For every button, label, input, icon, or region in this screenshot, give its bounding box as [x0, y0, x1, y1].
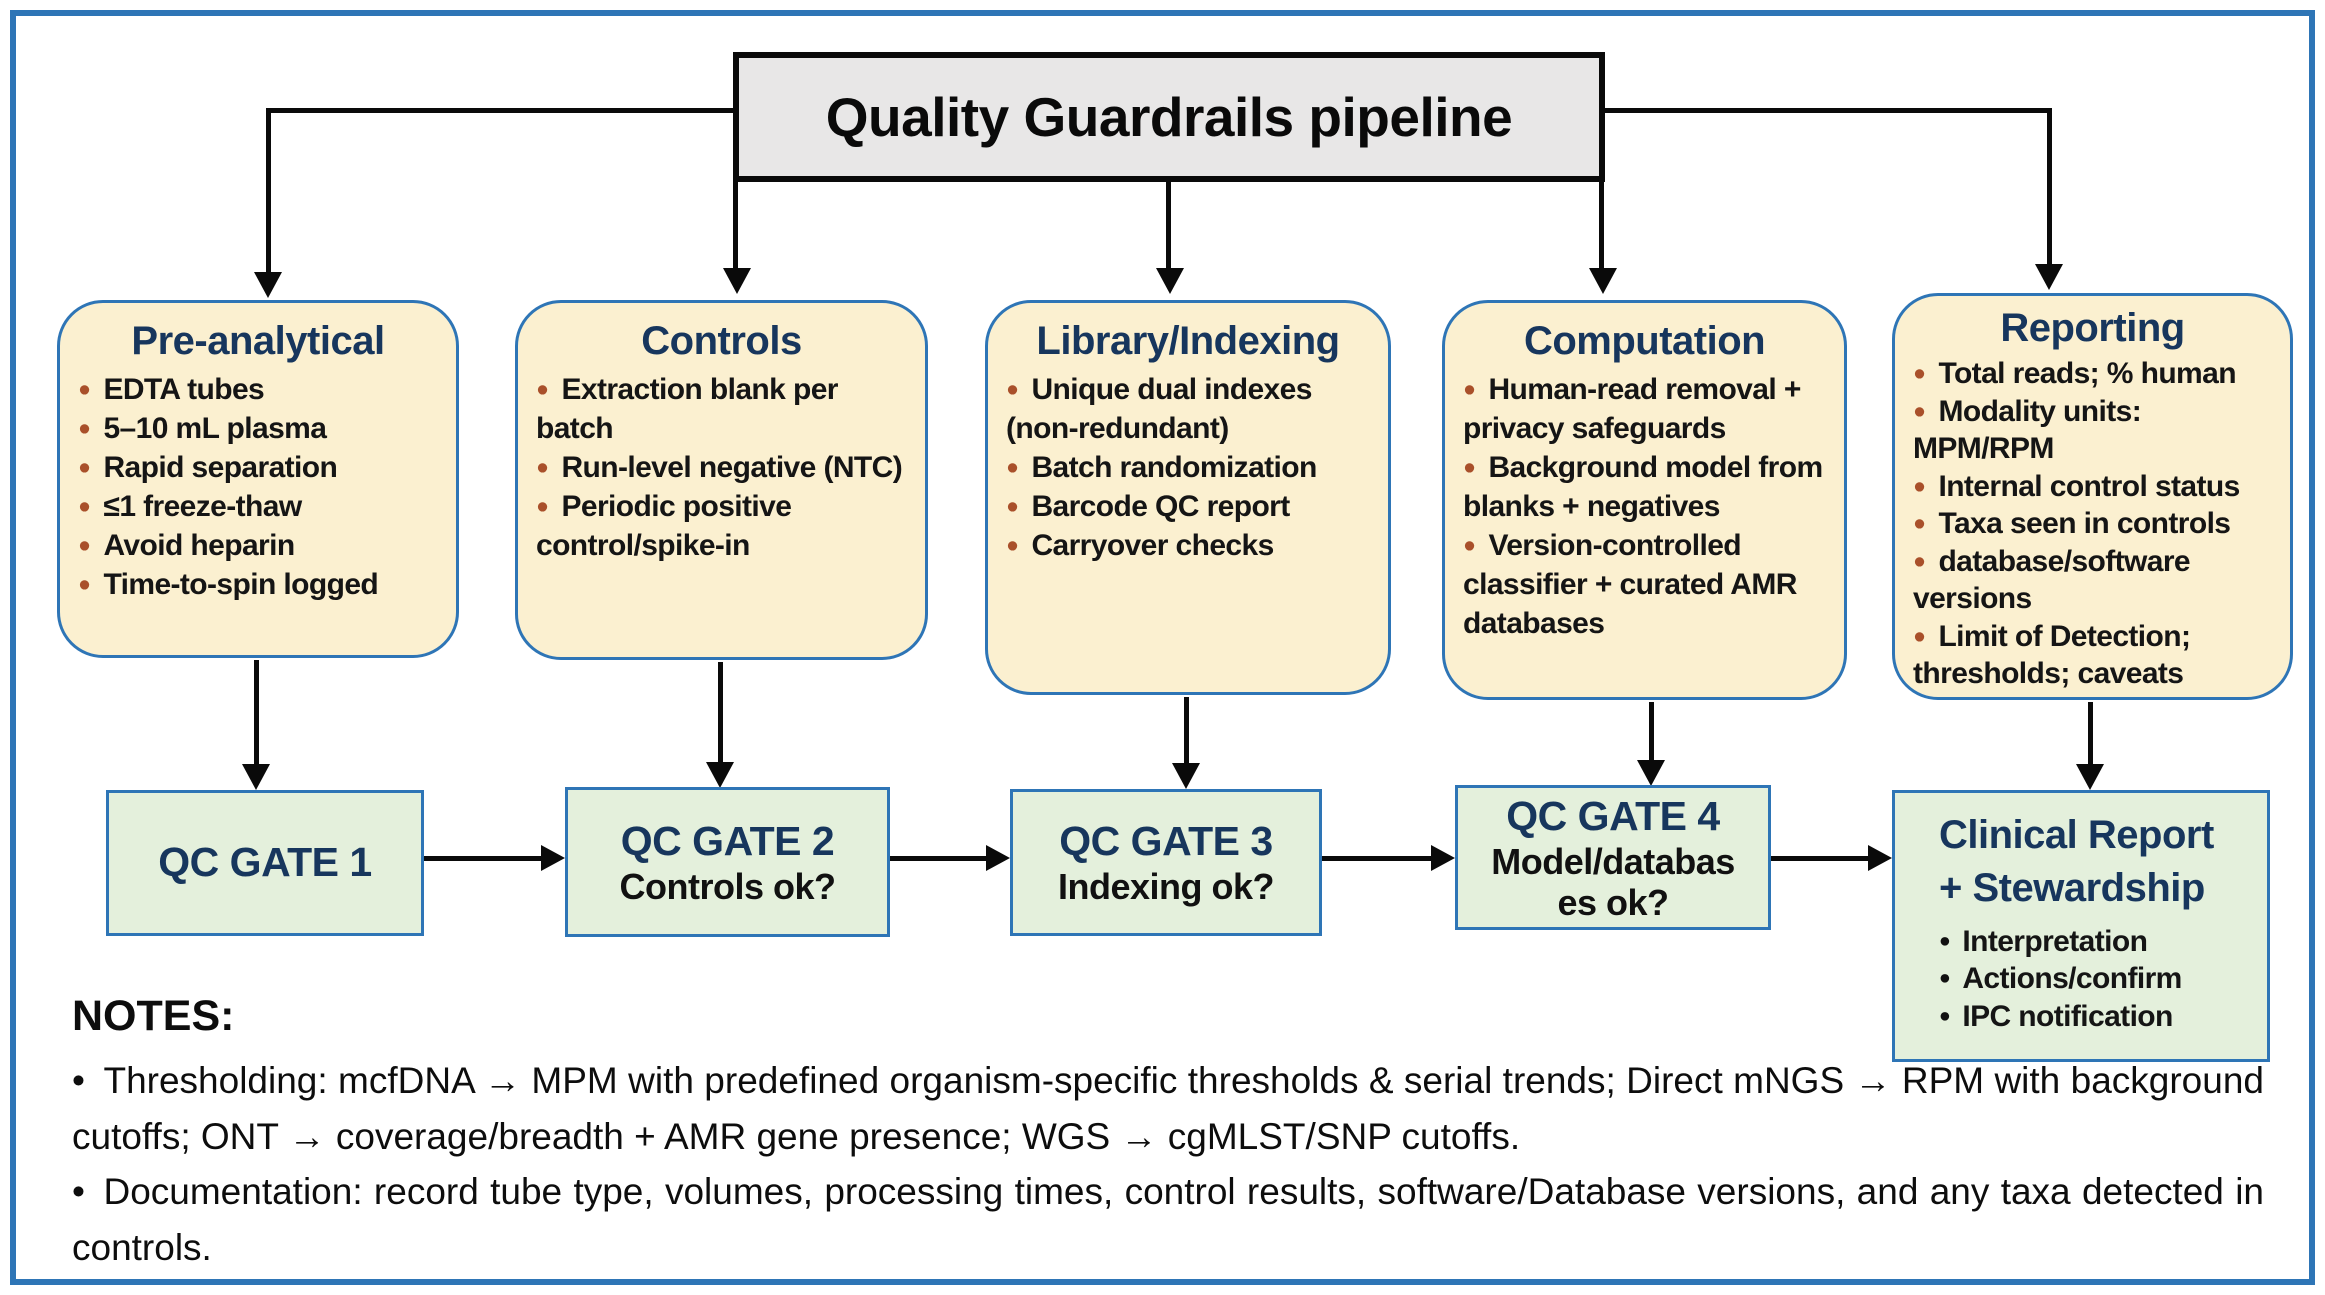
connector-title-to-computation [1599, 182, 1604, 272]
arrowhead-right-icon [986, 845, 1010, 871]
gate-title: QC GATE 3 [1059, 818, 1273, 865]
arrowhead-right-icon [1431, 845, 1455, 871]
connector-reporting-to-clinical [2088, 702, 2093, 768]
arrowhead-down-icon [2035, 264, 2063, 290]
bullet-item: ● Taxa seen in controls [1895, 505, 2290, 543]
connector-title-to-reporting-h [1605, 108, 2052, 113]
stage-box-preanalytical [57, 300, 459, 658]
clinical-heading-line: Clinical Report [1939, 813, 2214, 857]
connector-title-to-library [1166, 182, 1171, 272]
qc-gate-4 [1455, 785, 1771, 930]
bullet-item: ● Time-to-spin logged [60, 565, 456, 604]
connector-gate1-to-gate2 [424, 856, 545, 861]
bullet-item: ● Batch randomization [988, 448, 1388, 487]
stage-heading: Reporting [2000, 306, 2185, 350]
qc-gate-2 [565, 787, 890, 937]
bullet-item: ● Modality units: MPM/RPM [1895, 393, 2290, 468]
stage-heading: Library/Indexing [1036, 319, 1340, 363]
bullet-item: ● IPC notification [1895, 998, 2267, 1036]
bullet-item: ● Human-read removal + privacy safeguards [1445, 370, 1844, 448]
stage-heading: Controls [641, 319, 802, 363]
bullet-item: ● EDTA tubes [60, 370, 456, 409]
note-item: • Thresholding: mcfDNA → MPM with predefined organism-specific thresholds & serial trends; Direct mNGS → RPM with background cutoffs; ONT → coverage/breadth + AMR gene presence; WGS → cgMLST/SNP cutoffs. [72, 1053, 2264, 1164]
bullet-item: ● 5–10 mL plasma [60, 409, 456, 448]
bullet-item: ● Extraction blank per batch [518, 370, 925, 448]
stage-heading: Pre-analytical [131, 319, 385, 363]
connector-library-to-gate3 [1184, 697, 1189, 769]
bullet-item: ● Total reads; % human [1895, 355, 2290, 393]
qc-gate-3 [1010, 789, 1322, 936]
stage-heading: Computation [1523, 319, 1766, 363]
gate-title: QC GATE 2 [620, 817, 835, 864]
arrowhead-down-icon [254, 272, 282, 298]
arrowhead-down-icon [706, 762, 734, 788]
connector-title-to-reporting-v [2047, 108, 2052, 268]
bullet-item: ● Actions/confirm [1895, 960, 2267, 998]
stage-box-computation [1442, 300, 1847, 700]
notes-section [72, 992, 2264, 1275]
bullet-item: ● Background model from blanks + negatives [1445, 448, 1844, 526]
bullet-item: ● Internal control status [1895, 468, 2290, 506]
arrowhead-down-icon [1156, 268, 1184, 294]
gate-question: Indexing ok? [1057, 866, 1274, 908]
clinical-heading-line: + Stewardship [1939, 865, 2205, 910]
arrowhead-down-icon [1589, 268, 1617, 294]
arrowhead-right-icon [1868, 845, 1892, 871]
bullet-item: ● Interpretation [1895, 923, 2267, 961]
connector-title-to-preanalytical-v [266, 108, 271, 274]
connector-gate2-to-gate3 [890, 856, 990, 861]
connector-title-to-preanalytical-h [266, 108, 733, 113]
connector-gate3-to-gate4 [1322, 856, 1434, 861]
connector-gate4-to-clinical [1771, 856, 1871, 861]
gate-title: QC GATE 4 [1506, 792, 1720, 839]
gate-title: QC GATE 1 [158, 839, 372, 886]
gate-question: Controls ok? [619, 865, 836, 907]
arrowhead-down-icon [2076, 764, 2104, 790]
bullet-item: ● Avoid heparin [60, 526, 456, 565]
bullet-item: ● ≤1 freeze-thaw [60, 487, 456, 526]
arrowhead-down-icon [242, 764, 270, 790]
arrowhead-down-icon [1637, 760, 1665, 786]
bullet-item: ● Limit of Detection; thresholds; caveats [1895, 618, 2290, 693]
bullet-item: ● Periodic positive control/spike-in [518, 487, 925, 565]
bullet-item: ● Carryover checks [988, 526, 1388, 565]
pipeline-title-box [733, 52, 1605, 182]
gate-question: Model/databas [1491, 840, 1735, 882]
arrowhead-down-icon [1172, 763, 1200, 789]
bullet-item: ● Rapid separation [60, 448, 456, 487]
stage-box-controls [515, 300, 928, 660]
pipeline-title: Quality Guardrails pipeline [825, 86, 1513, 148]
connector-preanalytical-to-gate1 [254, 660, 259, 768]
bullet-item: ● Unique dual indexes (non-redundant) [988, 370, 1388, 448]
bullet-item: ● database/software versions [1895, 543, 2290, 618]
arrowhead-down-icon [723, 268, 751, 294]
note-item: • Documentation: record tube type, volumes, processing times, control results, software/Database versions, and any taxa detected in controls. [72, 1164, 2264, 1275]
bullet-item: ● Barcode QC report [988, 487, 1388, 526]
notes-heading: NOTES: [72, 992, 235, 1040]
connector-controls-to-gate2 [718, 662, 723, 768]
gate-question: es ok? [1557, 882, 1669, 924]
connector-title-to-controls [733, 182, 738, 272]
stage-box-library-indexing [985, 300, 1391, 695]
stage-box-reporting [1892, 293, 2293, 700]
qc-gate-1 [106, 790, 424, 936]
bullet-item: ● Run-level negative (NTC) [518, 448, 925, 487]
bullet-item: ● Version-controlled classifier + curated AMR databases [1445, 526, 1844, 643]
connector-computation-to-gate4 [1649, 702, 1654, 766]
arrowhead-right-icon [541, 845, 565, 871]
